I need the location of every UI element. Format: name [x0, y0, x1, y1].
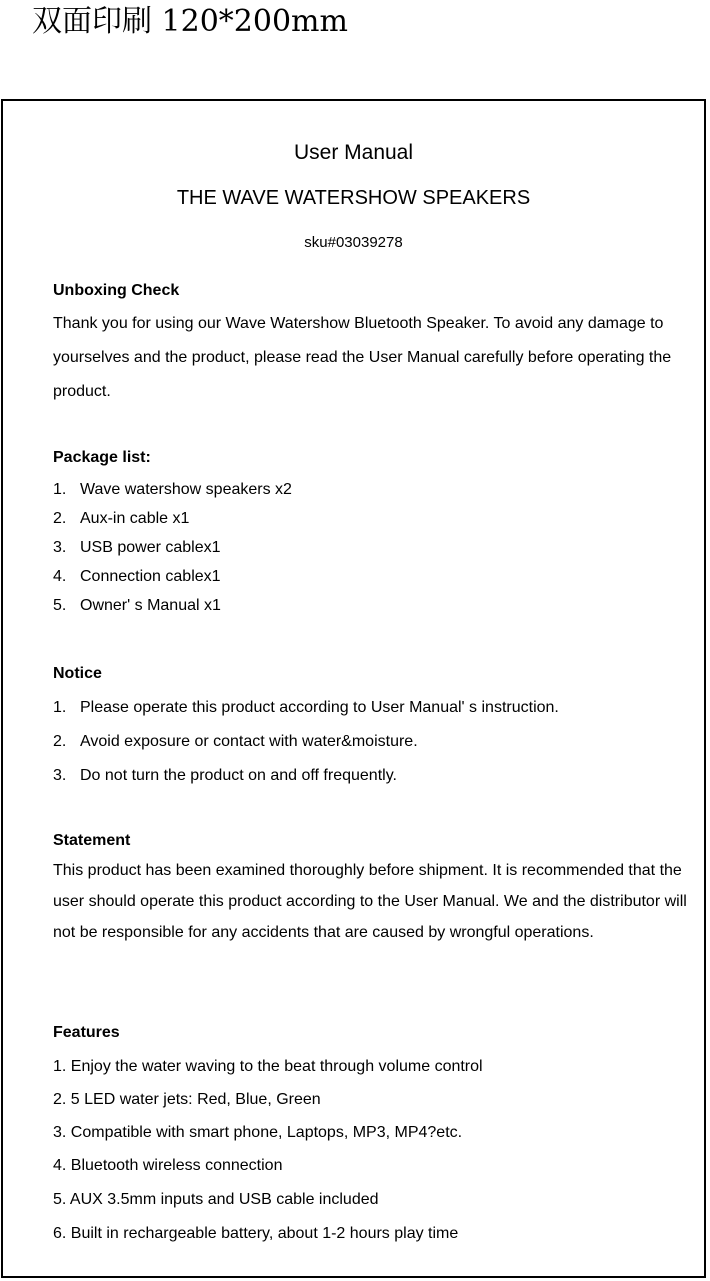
features-list: [53, 1050, 694, 1251]
manual-title: User Manual: [293, 141, 414, 164]
list-item: 4. Connection cablex1: [53, 568, 221, 585]
list-item: 1. Enjoy the water waving to the beat through volume control: [53, 1058, 483, 1075]
features-section: [53, 1019, 694, 1251]
list-item: 4. Bluetooth wireless connection: [53, 1157, 283, 1174]
list-item: 5. Owner' s Manual x1: [53, 597, 221, 614]
unboxing-text: Thank you for using our Wave Watershow Bluetooth Speaker. To avoid any damage to yourselves and the product, please read the User Manual carefully before operating the product.: [53, 315, 672, 400]
statement-text: This product has been examined thoroughly before shipment. It is recommended that the user should operate this product according to the User Manual. We and the distributor will not be responsible for any accidents that are caused by wrongful operations.: [53, 862, 687, 941]
list-item: 3. Compatible with smart phone, Laptops, MP3, MP4?etc.: [53, 1124, 463, 1141]
sku-label: sku#03039278: [304, 234, 403, 251]
unboxing-section: [53, 277, 694, 409]
print-note: 双面印刷 120*200mm: [32, 4, 348, 39]
list-item: 2. Aux-in cable x1: [53, 510, 190, 527]
section-heading: Package list:: [53, 449, 151, 466]
section-heading: Statement: [53, 832, 131, 849]
list-item: 3. USB power cablex1: [53, 539, 221, 556]
statement-section: [53, 827, 694, 948]
package-list: [53, 475, 694, 620]
notice-list: [53, 691, 694, 793]
list-item: 5. AUX 3.5mm inputs and USB cable included: [53, 1191, 379, 1208]
list-item: 3. Do not turn the product on and off frequently.: [53, 767, 397, 784]
list-item: 2. Avoid exposure or contact with water&moisture.: [53, 733, 418, 750]
package-section: [53, 444, 694, 620]
section-heading: Notice: [53, 665, 102, 682]
list-item: 2. 5 LED water jets: Red, Blue, Green: [53, 1091, 321, 1108]
product-name: THE WAVE WATERSHOW SPEAKERS: [176, 187, 531, 209]
manual-page: [1, 99, 706, 1278]
notice-section: [53, 660, 694, 793]
list-item: 1. Wave watershow speakers x2: [53, 481, 292, 498]
list-item: 6. Built in rechargeable battery, about 1-2 hours play time: [53, 1225, 459, 1242]
list-item: 1. Please operate this product according to User Manual' s instruction.: [53, 699, 559, 716]
section-heading: Features: [53, 1024, 120, 1041]
section-heading: Unboxing Check: [53, 282, 180, 299]
